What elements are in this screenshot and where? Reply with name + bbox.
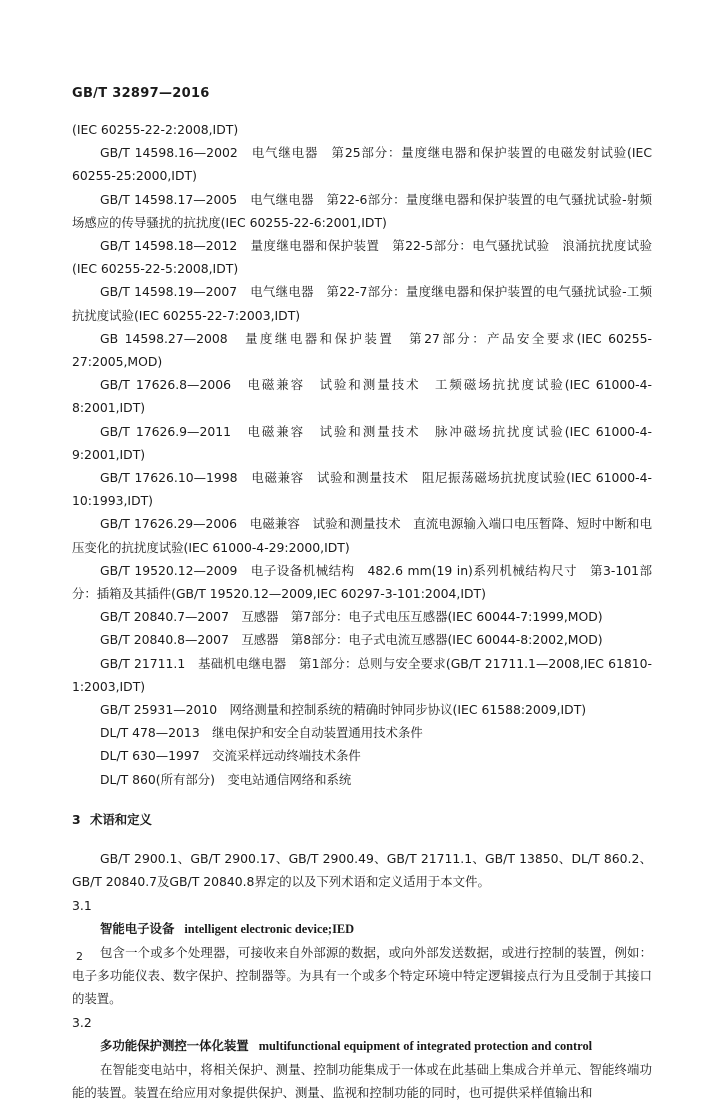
reference-item: DL/T 478—2013 继电保护和安全自动装置通用技术条件 xyxy=(100,725,423,741)
section-heading xyxy=(72,808,652,831)
reference-item: GB/T 14598.16—2002 电气继电器 第25部分：量度继电器和保护装置的电磁发射试验(IEC 60255-25:2000,IDT) xyxy=(72,145,652,184)
reference-item: GB/T 19520.12—2009 电子设备机械结构 482.6 mm(19 in)系列机械结构尺寸 第3-101部分：插箱及其插件(GB/T 19520.12—2009,IEC 60297-3-101:2004,IDT) xyxy=(72,562,652,602)
reference-item: GB 14598.27—2008 量度继电器和保护装置 第27部分：产品安全要求(IEC 60255-27:2005,MOD) xyxy=(72,330,652,370)
section-title: 术语和定义 xyxy=(90,811,152,827)
term-definition: 在智能变电站中，将相关保护、测量、控制功能集成于一体或在此基础上集成合并单元、智能终端功能的装置。装置在给应用对象提供保护、测量、监视和控制功能的同时，也可提供采样值输出和 xyxy=(72,1061,652,1101)
page-number: 2 xyxy=(76,950,83,963)
term-number: 3.1 xyxy=(72,897,92,913)
term-zh: 多功能保护测控一体化装置 xyxy=(100,1037,249,1053)
reference-item: GB/T 20840.8—2007 互感器 第8部分：电子式电流互感器(IEC 60044-8:2002,MOD) xyxy=(100,632,603,648)
standard-header: GB/T 32897—2016 xyxy=(72,86,210,101)
term-en: intelligent electronic device;IED xyxy=(184,921,355,936)
term-zh: 智能电子设备 xyxy=(100,920,175,936)
section-number: 3 xyxy=(72,811,81,827)
reference-item: GB/T 21711.1 基础机电继电器 第1部分：总则与安全要求(GB/T 21711.1—2008,IEC 61810-1:2003,IDT) xyxy=(72,655,652,694)
reference-item: GB/T 14598.18—2012 量度继电器和保护装置 第22-5部分：电气骚扰试验 浪涌抗扰度试验(IEC 60255-22-5:2008,IDT) xyxy=(72,238,652,277)
term-number: 3.2 xyxy=(72,1014,92,1030)
reference-item: GB/T 17626.9—2011 电磁兼容 试验和测量技术 脉冲磁场抗扰度试验(IEC 61000-4-9:2001,IDT) xyxy=(72,423,652,462)
reference-item: GB/T 17626.10—1998 电磁兼容 试验和测量技术 阻尼振荡磁场抗扰度试验(IEC 61000-4-10:1993,IDT) xyxy=(72,470,652,509)
reference-list xyxy=(72,118,652,791)
reference-item: GB/T 25931—2010 网络测量和控制系统的精确时钟同步协议(IEC 61588:2009,IDT) xyxy=(100,702,587,718)
term-en: multifunctional equipment of integrated protection and control xyxy=(258,1038,593,1053)
reference-item: GB/T 17626.8—2006 电磁兼容 试验和测量技术 工频磁场抗扰度试验(IEC 61000-4-8:2001,IDT) xyxy=(72,377,652,416)
reference-item: DL/T 630—1997 交流采样远动终端技术条件 xyxy=(100,748,361,764)
term-definition: 包含一个或多个处理器，可接收来自外部源的数据，或向外部发送数据，或进行控制的装置，例如：电子多功能仪表、数字保护、控制器等。为具有一个或多个特定环境中特定逻辑接点行为且受制于其接口的装置。 xyxy=(72,944,652,1007)
reference-item: GB/T 17626.29—2006 电磁兼容 试验和测量技术 直流电源输入端口电压暂降、短时中断和电压变化的抗扰度试验(IEC 61000-4-29:2000,IDT) xyxy=(72,516,652,555)
reference-item: DL/T 860(所有部分) 变电站通信网络和系统 xyxy=(100,771,352,787)
section-intro: GB/T 2900.1、GB/T 2900.17、GB/T 2900.49、GB/T 21711.1、GB/T 13850、DL/T 860.2、GB/T 20840.7及GB/T 20840.8界定的以及下列术语和定义适用于本文件。 xyxy=(72,851,652,890)
reference-item: GB/T 14598.17—2005 电气继电器 第22-6部分：量度继电器和保护装置的电气骚扰试验-射频场感应的传导骚扰的抗扰度(IEC 60255-22-6:2001,IDT) xyxy=(72,191,652,230)
reference-item: GB/T 20840.7—2007 互感器 第7部分：电子式电压互感器(IEC 60044-7:1999,MOD) xyxy=(100,609,603,625)
term-title xyxy=(72,1034,652,1058)
page-content xyxy=(72,118,652,1104)
term-entry xyxy=(72,1011,652,1104)
reference-item: GB/T 14598.19—2007 电气继电器 第22-7部分：量度继电器和保护装置的电气骚扰试验-工频抗扰度试验(IEC 60255-22-7:2003,IDT) xyxy=(72,284,652,323)
term-entry xyxy=(72,894,652,1011)
reference-item: (IEC 60255-22-2:2008,IDT) xyxy=(72,122,239,137)
term-title xyxy=(72,917,652,941)
